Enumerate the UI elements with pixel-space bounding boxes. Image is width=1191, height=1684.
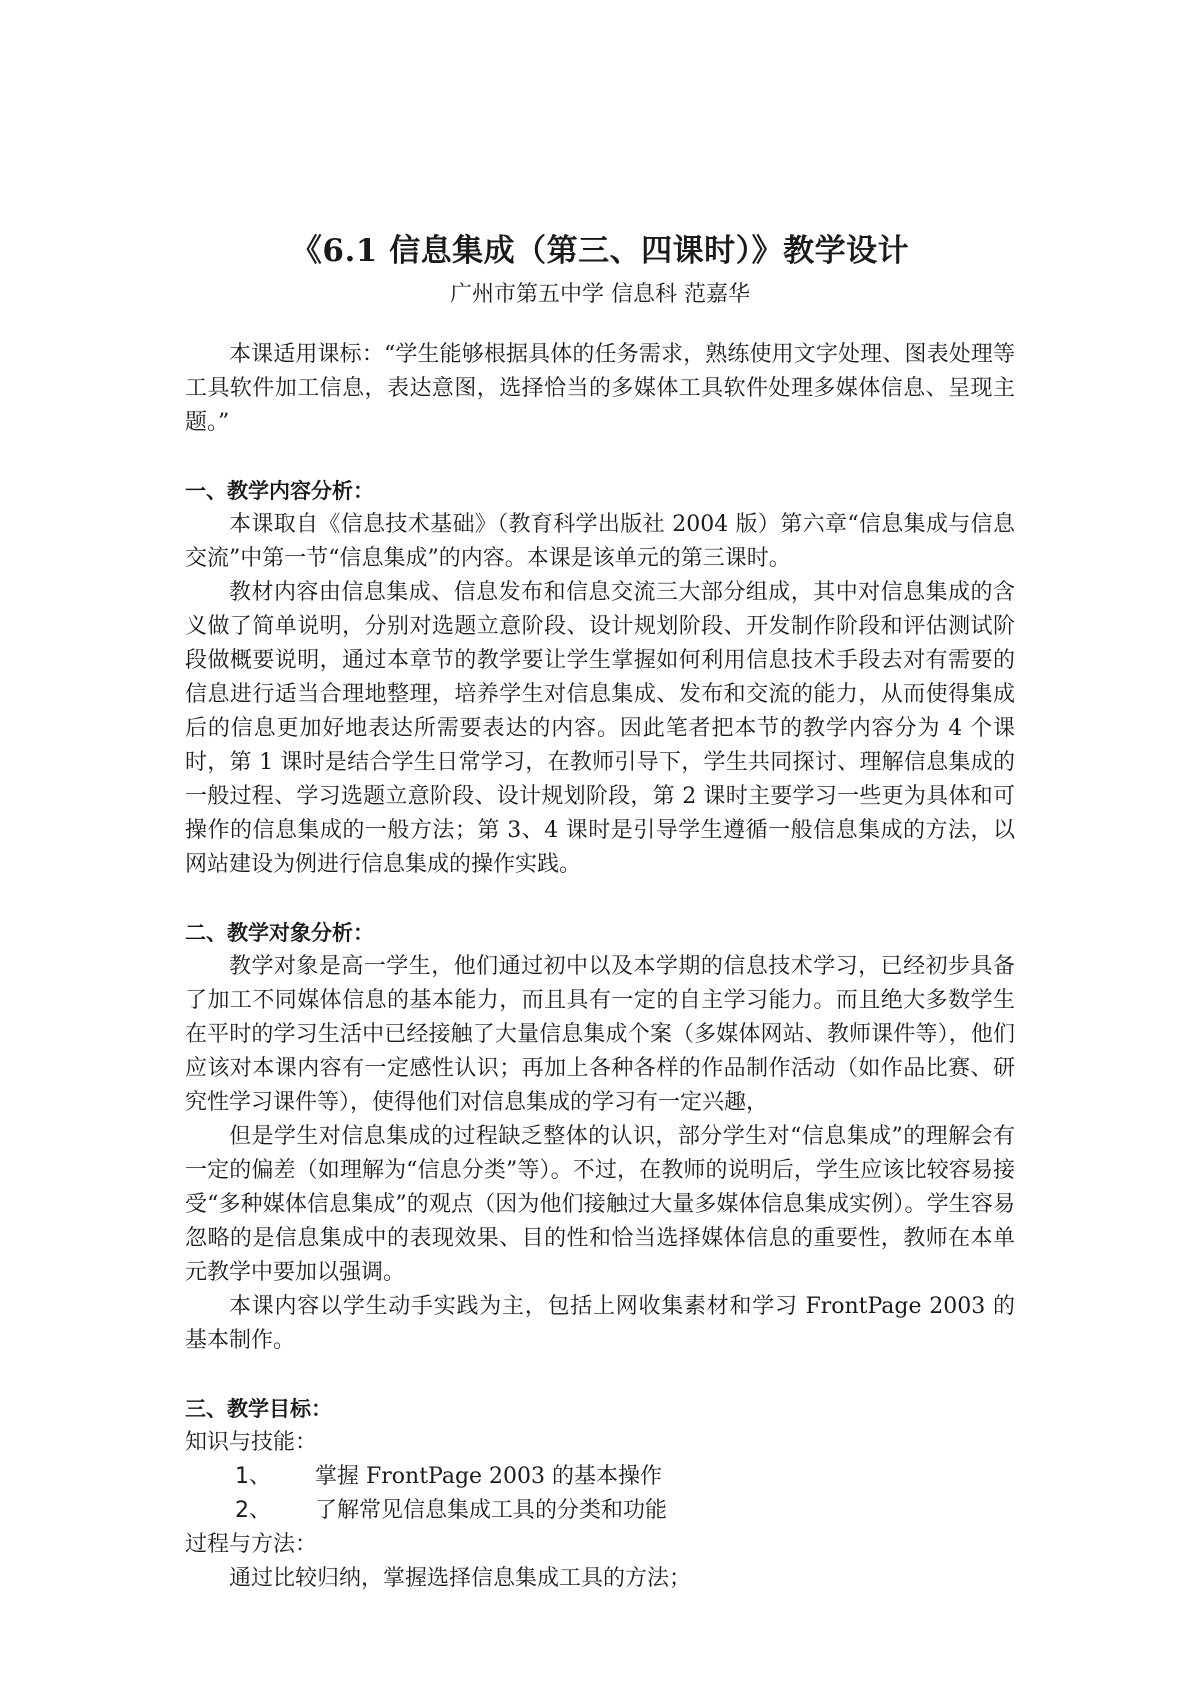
section-heading-objectives: 三、教学目标： (185, 1396, 332, 1421)
document-body (185, 226, 1015, 1596)
spacer (185, 1358, 1015, 1392)
process-method-text: 通过比较归纳，掌握选择信息集成工具的方法； (229, 1566, 692, 1591)
list-number: 1、 (235, 1464, 271, 1489)
list-text: 掌握 FrontPage 2003 的基本操作 (315, 1464, 663, 1489)
list-number: 2、 (235, 1498, 271, 1523)
section2-paragraph: 但是学生对信息集成的过程缺乏整体的认识，部分学生对“信息集成”的理解会有一定的偏差（如理解为“信息分类”等）。不过，在教师的说明后，学生应该比较容易接受“多种媒体信息集成”的观点（因为他们接触过大量多媒体信息集成实例）。学生容易忽略的是信息集成中的表现效果、目的性和恰当选择媒体信息的重要性，教师在本单元教学中要加以强调。 (185, 1124, 1015, 1285)
spacer (185, 882, 1015, 916)
knowledge-skills-label: 知识与技能： (185, 1430, 318, 1455)
objective-list-item (185, 1494, 1015, 1528)
section1-paragraph: 教材内容由信息集成、信息发布和信息交流三大部分组成，其中对信息集成的含义做了简单说明，分别对选题立意阶段、设计规划阶段、开发制作阶段和评估测试阶段做概要说明，通过本章节的教学要让学生掌握如何利用信息技术手段去对有需要的信息进行适当合理地整理，培养学生对信息集成、发布和交流的能力，从而使得集成后的信息更加好地表达所需要表达的内容。因此笔者把本节的教学内容分为 4 个课时，第 1 课时是结合学生日常学习，在教师引导下，学生共同探讨、理解信息集成的一般过程、学习选题立意阶段、设计规划阶段，第 2 课时主要学习一些更为具体和可操作的信息集成的一般方法；第 3、4 课时是引导学生遵循一般信息集成的方法，以网站建设为例进行信息集成的操作实践。 (185, 580, 1015, 877)
section-heading-content-analysis: 一、教学内容分析： (185, 478, 374, 503)
intro-paragraph: 本课适用课标：“学生能够根据具体的任务需求，熟练使用文字处理、图表处理等工具软件加工信息，表达意图，选择恰当的多媒体工具软件处理多媒体信息、呈现主题。” (185, 342, 1015, 435)
process-method-label: 过程与方法： (185, 1532, 318, 1557)
spacer (185, 440, 1015, 474)
objective-list-item (185, 1460, 1015, 1494)
document-author: 广州市第五中学 信息科 范嘉华 (450, 282, 750, 307)
section-heading-student-analysis: 二、教学对象分析： (185, 920, 374, 945)
document-title: 《6.1 信息集成（第三、四课时）》教学设计 (290, 233, 910, 269)
section2-paragraph: 本课内容以学生动手实践为主，包括上网收集素材和学习 FrontPage 2003 的基本制作。 (185, 1294, 1015, 1353)
section2-paragraph: 教学对象是高一学生，他们通过初中以及本学期的信息技术学习，已经初步具备了加工不同媒体信息的基本能力，而且具有一定的自主学习能力。而且绝大多数学生在平时的学习生活中已经接触了大量信息集成个案（多媒体网站、教师课件等），他们应该对本课内容有一定感性认识；再加上各种各样的作品制作活动（如作品比赛、研究性学习课件等），使得他们对信息集成的学习有一定兴趣， (185, 954, 1015, 1115)
section1-paragraph: 本课取自《信息技术基础》（教育科学出版社 2004 版）第六章“信息集成与信息交流”中第一节“信息集成”的内容。本课是该单元的第三课时。 (185, 512, 1015, 571)
spacer (185, 312, 1015, 338)
list-text: 了解常见信息集成工具的分类和功能 (315, 1498, 668, 1523)
